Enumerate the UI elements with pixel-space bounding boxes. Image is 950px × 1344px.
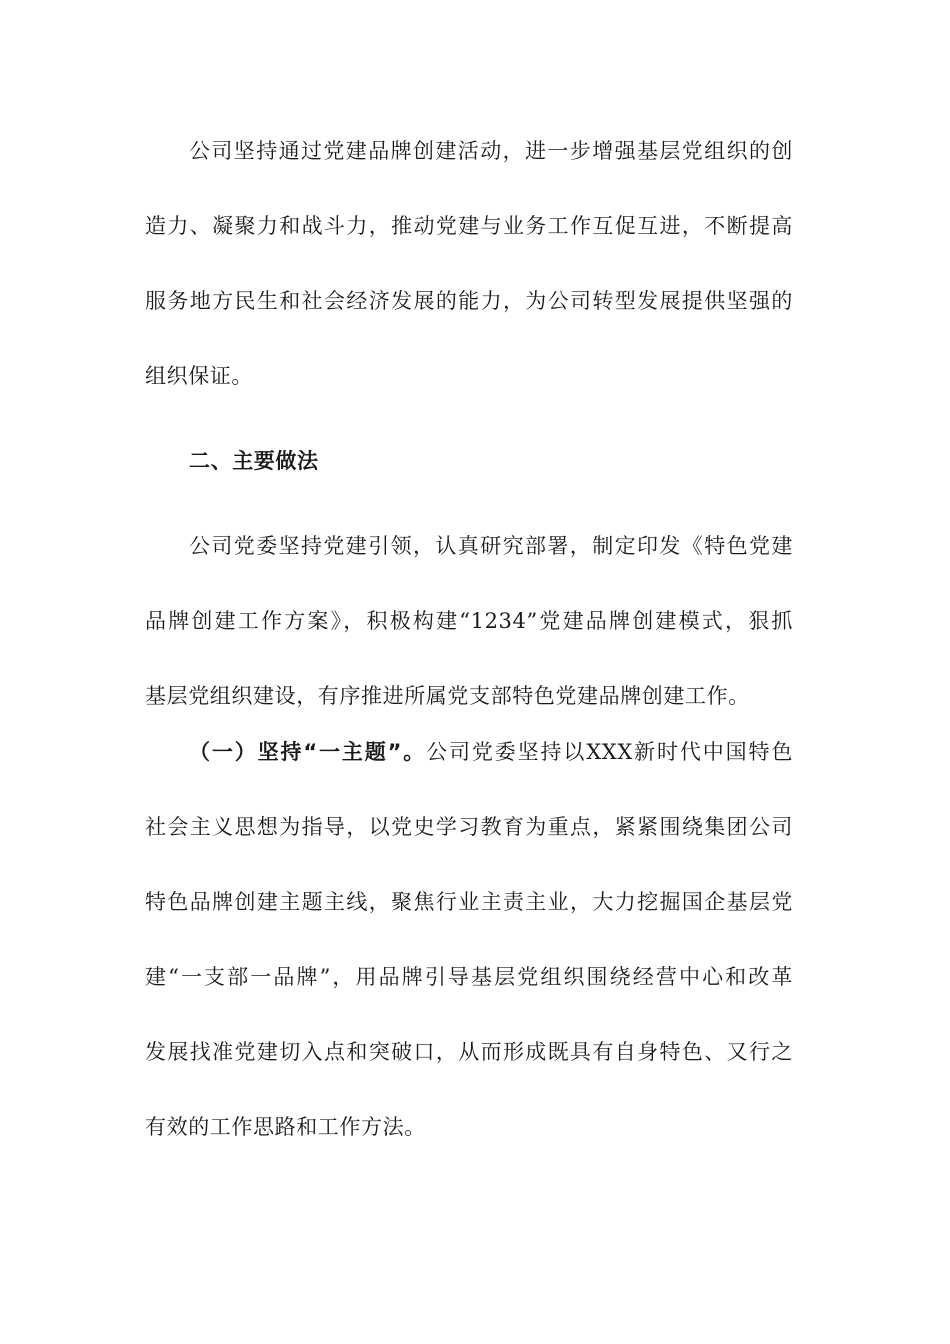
paragraph-line: 品牌创建工作方案》，积极构建“1234”党建品牌创建模式，狠抓: [145, 609, 793, 633]
paragraph-line: 公司党委坚持党建引领，认真研究部署，制定印发《特色党建: [189, 534, 793, 558]
section-heading: 二、主要做法: [189, 449, 319, 473]
paragraph-line: 社会主义思想为指导，以党史学习教育为重点，紧紧围绕集团公司: [145, 815, 793, 839]
paragraph-line: 发展找准党建切入点和突破口，从而形成既具有自身特色、又行之: [145, 1040, 793, 1064]
paragraph-line: 组织保证。: [145, 364, 253, 388]
paragraph-line: 服务地方民生和社会经济发展的能力，为公司转型发展提供坚强的: [145, 289, 793, 313]
paragraph-line: 基层党组织建设，有序推进所属党支部特色党建品牌创建工作。: [145, 684, 750, 708]
paragraph-first-line: [145, 737, 793, 767]
paragraph-line: 造力、凝聚力和战斗力，推动党建与业务工作互促互进，不断提高: [145, 214, 793, 238]
paragraph-line-rest: 公司党委坚持以XXX新时代中国特色: [426, 740, 793, 764]
paragraph-line: 公司坚持通过党建品牌创建活动，进一步增强基层党组织的创: [189, 139, 793, 163]
paragraph-line: 建“一支部一品牌”，用品牌引导基层党组织围绕经营中心和改革: [145, 965, 793, 989]
paragraph-line: 有效的工作思路和工作方法。: [145, 1115, 426, 1139]
paragraph-line: 特色品牌创建主题主线，聚焦行业主责主业，大力挖掘国企基层党: [145, 890, 793, 914]
subsection-lead: （一）坚持“一主题”。: [189, 740, 427, 764]
